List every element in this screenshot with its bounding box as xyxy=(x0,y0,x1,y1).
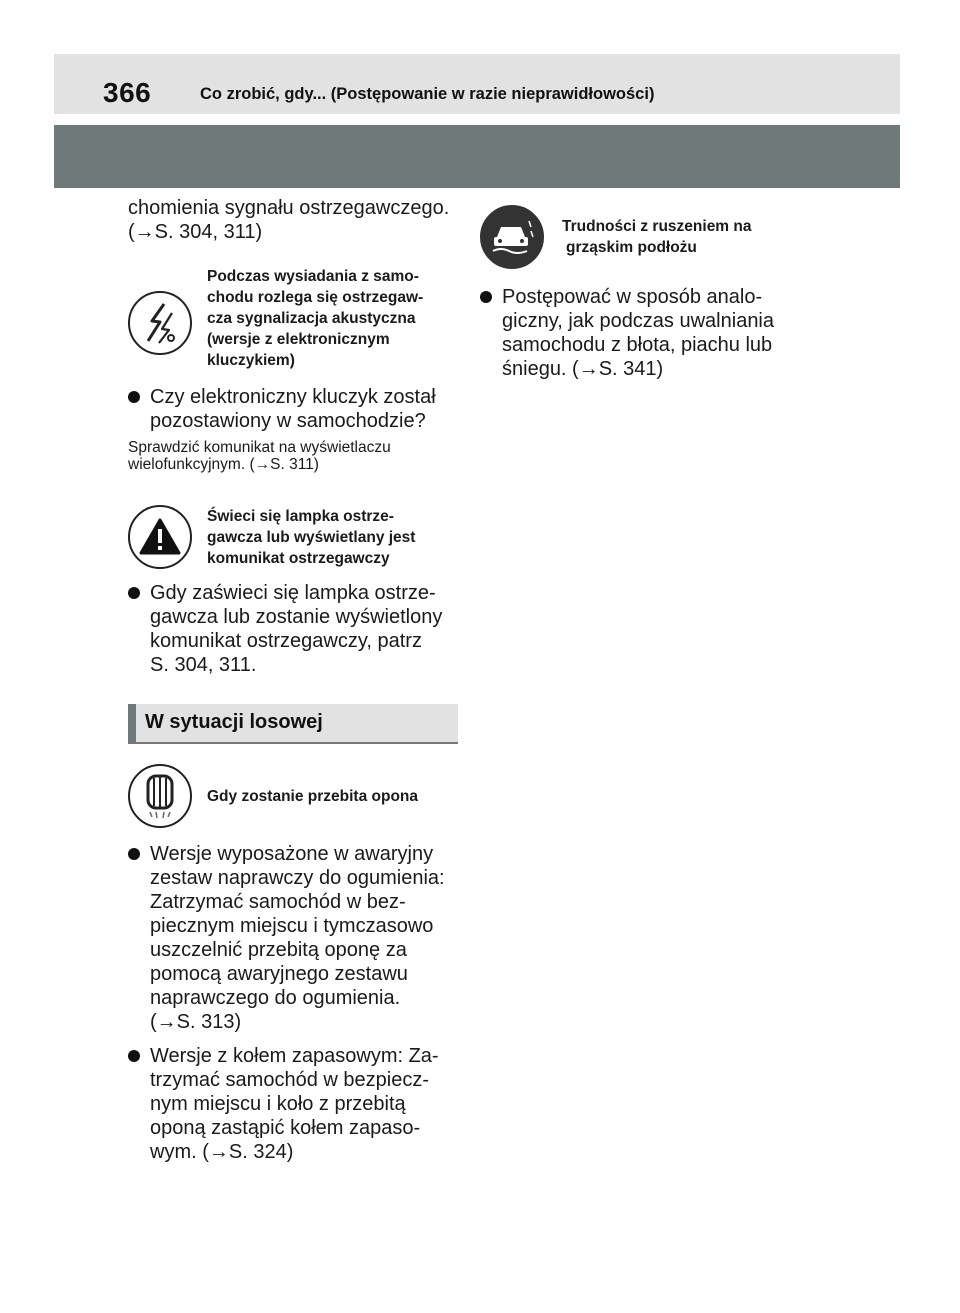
stuck-car-icon xyxy=(480,205,544,269)
left-column xyxy=(128,196,458,1164)
warning-sound-label xyxy=(207,266,423,371)
warning-light-block xyxy=(128,505,458,569)
bullet-line: giczny, jak podczas uwalniania xyxy=(502,310,775,332)
stuck-car-label xyxy=(562,216,752,258)
bullet-dot xyxy=(128,1050,140,1062)
intro-line-2: (→S. 304, 311) xyxy=(128,221,263,243)
bullet-line: S. 304, 311. xyxy=(150,654,257,676)
label-line: Trudności z ruszeniem na xyxy=(562,218,752,235)
bullet-line: Postępować w sposób analo- xyxy=(502,286,763,308)
section-heading-bar xyxy=(128,704,136,742)
label-line: Świeci się lampka ostrze- xyxy=(207,507,394,525)
bullet-line: komunikat ostrzegawczy, patrz xyxy=(150,630,422,652)
bullet-line: Gdy zaświeci się lampka ostrze- xyxy=(150,582,436,604)
bullet-line: oponą zastąpić kołem zapaso- xyxy=(150,1117,421,1139)
bullet-line: gawcza lub zostanie wyświetlony xyxy=(150,606,443,628)
section-heading-text: W sytuacji losowej xyxy=(145,711,323,733)
bullet-line: wym. (→S. 324) xyxy=(150,1141,294,1163)
note xyxy=(128,439,458,473)
right-column xyxy=(480,205,800,381)
bullet-line: zestaw naprawczy do ogumienia: xyxy=(150,867,445,889)
label-line: (wersje z elektronicznym xyxy=(207,331,390,348)
bullet-line: nym miejscu i koło z przebitą xyxy=(150,1093,406,1115)
note-line: wielofunkcyjnym. (→S. 311) xyxy=(128,456,319,473)
label-line: kluczykiem) xyxy=(207,352,295,369)
label-line: komunikat ostrzegawczy xyxy=(207,549,390,567)
bullet-item xyxy=(128,1044,458,1164)
bullet-item xyxy=(480,285,800,381)
bullet-line: Zatrzymać samochód w bez- xyxy=(150,891,406,913)
warning-light-label xyxy=(207,506,415,569)
label-line: gawcza lub wyświetlany jest xyxy=(207,528,416,546)
bullet-line: Wersje z kołem zapasowym: Za- xyxy=(150,1045,439,1067)
bullet-line: uszczelnić przebitą oponę za xyxy=(150,939,407,961)
intro-line-1: chomienia sygnału ostrzegawczego. xyxy=(128,197,450,219)
bullet-item xyxy=(128,385,458,433)
bullet-line: trzymać samochód w bezpiecz- xyxy=(150,1069,429,1091)
bullet-line: (→S. 313) xyxy=(150,1011,242,1033)
note-line: Sprawdzić komunikat na wyświetlaczu xyxy=(128,439,391,456)
bullet-item xyxy=(128,842,458,1034)
header-title: Co zrobić, gdy... (Postępowanie w razie nieprawidłowości) xyxy=(200,85,655,103)
label-line: cza sygnalizacja akustyczna xyxy=(207,310,416,327)
page-number: 366 xyxy=(103,77,152,108)
bullet-dot xyxy=(128,587,140,599)
bullet-line: naprawczego do ogumienia. xyxy=(150,987,401,1009)
bullet-dot xyxy=(128,391,140,403)
bullet-dot xyxy=(128,848,140,860)
flat-tire-block xyxy=(128,764,458,828)
bullet-line: śniegu. (→S. 341) xyxy=(502,358,664,380)
warning-sound-icon xyxy=(128,291,192,355)
label-line: chodu rozlega się ostrzegaw- xyxy=(207,289,424,306)
header-band xyxy=(54,125,900,188)
bullet-line: pomocą awaryjnego zestawu xyxy=(150,963,408,985)
label-line: grząskim podłożu xyxy=(566,239,697,256)
bullet-line: piecznym miejscu i tymczasowo xyxy=(150,915,434,937)
bullet-dot xyxy=(480,291,492,303)
flat-tire-icon xyxy=(128,764,192,828)
bullet-line: Wersje wyposażone w awaryjny xyxy=(150,843,434,865)
bullet-line: Czy elektroniczny kluczyk został xyxy=(150,386,436,408)
bullet-line: samochodu z błota, piachu lub xyxy=(502,334,773,356)
flat-tire-label: Gdy zostanie przebita opona xyxy=(207,787,418,805)
stuck-car-block xyxy=(480,205,800,269)
section-heading xyxy=(128,704,458,744)
exclamation-icon xyxy=(128,505,192,569)
warning-sound-block xyxy=(128,266,458,371)
label-line: Podczas wysiadania z samo- xyxy=(207,268,419,285)
bullet-item xyxy=(128,581,458,677)
bullet-line: pozostawiony w samochodzie? xyxy=(150,410,426,432)
